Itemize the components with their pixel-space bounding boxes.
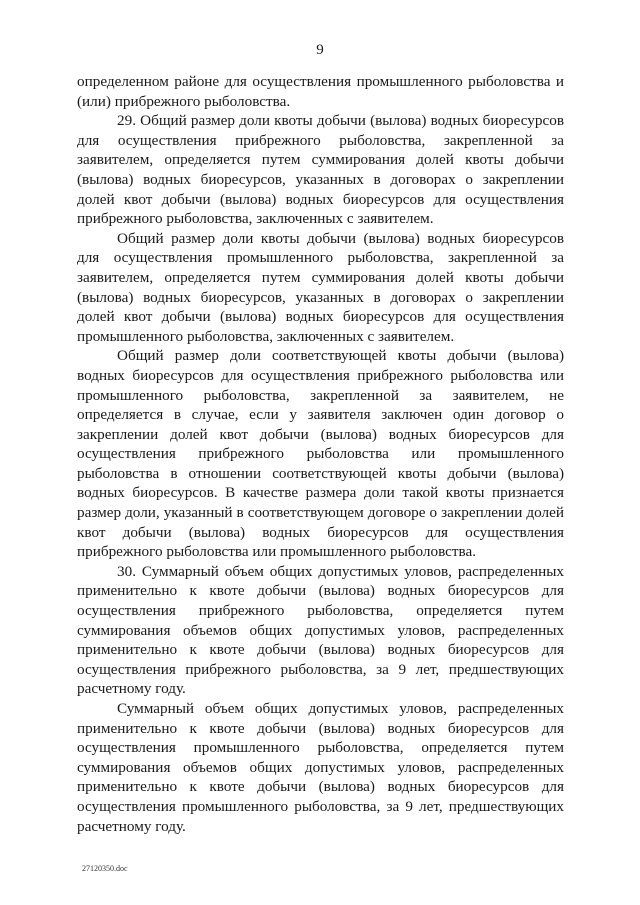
paragraph-single-contract: Общий размер доли соответствующей квоты добычи (вылова) водных биоресурсов для осуществления прибрежного рыболовства или промышленного рыболовства, закрепленной за заявителем, не определяется в случае, если у заявителя заключен один договор о закреплении долей квот добычи (вылова) водных биоресурсов для осуществления прибрежного рыболовства или промышленного рыболовства в отношении соответствующей квоты добычи (вылова) водных биоресурсов. В качестве размера доли такой квоты признается размер доли, указанный в соответствующем договоре о закреплении долей квот добычи (вылова) водных биоресурсов для осуществления прибрежного рыболовства или промышленного рыболовства. (77, 347, 564, 561)
paragraph-industrial-quota: Общий размер доли квоты добычи (вылова) водных биоресурсов для осуществления промышленного рыболовства, закрепленной за заявителем, определяется путем суммирования долей квоты добычи (вылова) водных биоресурсов, указанных в договорах о закреплении долей квот добычи (вылова) водных биоресурсов для осуществления промышленного рыболовства, заключенных с заявителем. (77, 229, 564, 345)
paragraph-30: 30. Суммарный объем общих допустимых уловов, распределенных применительно к квоте добычи (вылова) водных биоресурсов для осуществления прибрежного рыболовства, определяется путем суммирования объемов общих допустимых уловов, распределенных применительно к квоте добычи (вылова) водных биоресурсов для осуществления прибрежного рыболовства, за 9 лет, предшествующих расчетному году. (77, 562, 564, 698)
paragraph-29: 29. Общий размер доли квоты добычи (вылова) водных биоресурсов для осуществления прибрежного рыболовства, закрепленной за заявителем, определяется путем суммирования долей квоты добычи (вылова) водных биоресурсов, указанных в договорах о закреплении долей квот добычи (вылова) водных биоресурсов для осуществления прибрежного рыболовства, заключенных с заявителем. (77, 112, 564, 228)
footer-file-code: 27120350.doc (82, 864, 128, 873)
document-body (77, 72, 564, 836)
paragraph-continuation: определенном районе для осуществления промышленного рыболовства и (или) прибрежного рыболовства. (77, 73, 564, 110)
paragraph-industrial-catch: Суммарный объем общих допустимых уловов, распределенных применительно к квоте добычи (вылова) водных биоресурсов для осуществления промышленного рыболовства, определяется путем суммирования объемов общих допустимых уловов, распределенных применительно к квоте добычи (вылова) водных биоресурсов для осуществления промышленного рыболовства, за 9 лет, предшествующих расчетному году. (77, 700, 564, 835)
page-number: 9 (316, 42, 324, 58)
